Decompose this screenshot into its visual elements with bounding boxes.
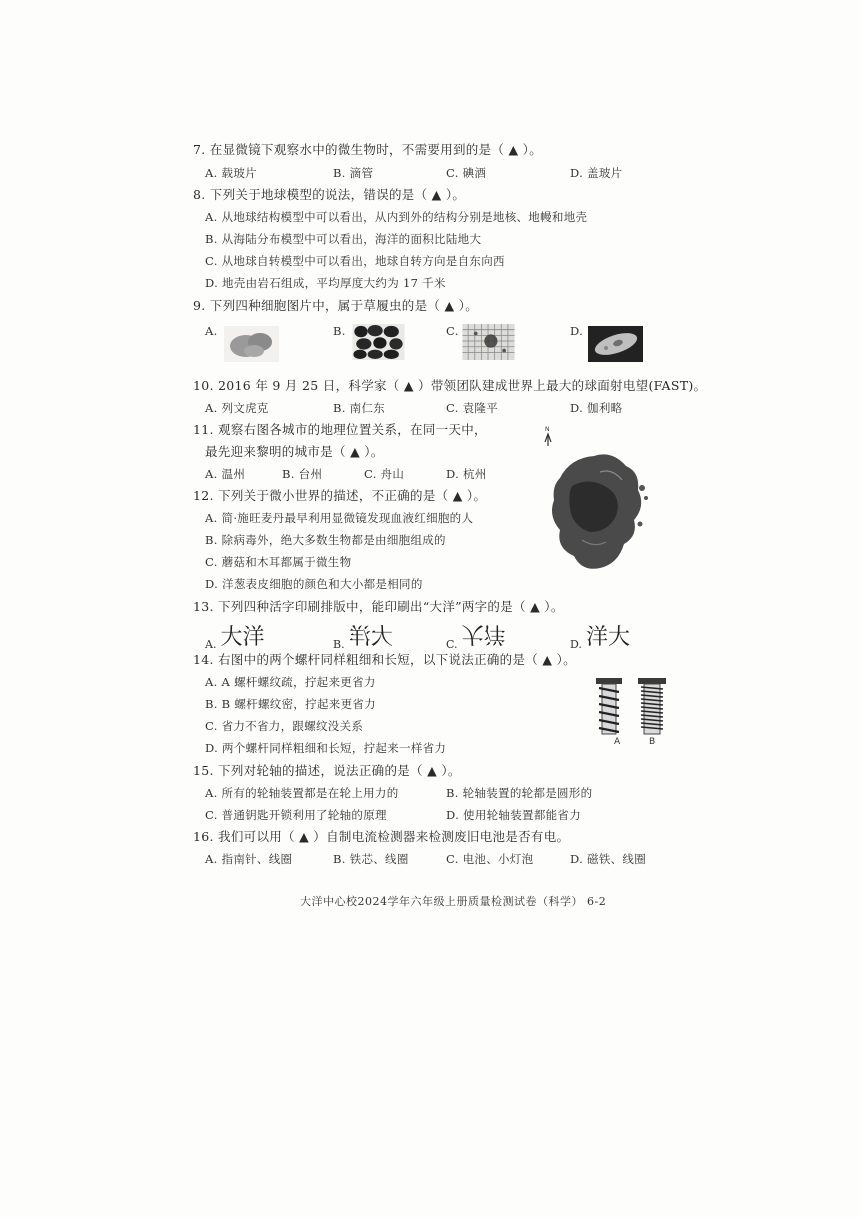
q8-stem: 8. 下列关于地球模型的说法，错误的是（ ▲ ）。 bbox=[193, 187, 466, 202]
q9-option-c: C. bbox=[446, 324, 459, 338]
q8-option-c: C. 从地球自转模型中可以看出，地球自转方向是自东向西 bbox=[205, 254, 505, 268]
q11-option-b: B. 台州 bbox=[282, 467, 323, 481]
q13-option-b-letter: B. bbox=[333, 638, 345, 651]
q13-option-c-letter: C. bbox=[446, 638, 458, 651]
q14-option-c: C. 省力不省力，跟螺纹没关系 bbox=[205, 719, 364, 733]
q15-option-c: C. 普通钥匙开锁利用了轮轴的原理 bbox=[205, 808, 387, 822]
q12-option-d: D. 洋葱表皮细胞的颜色和大小都是相同的 bbox=[205, 577, 423, 591]
cell-image-d bbox=[588, 326, 643, 362]
q9-stem: 9. 下列四种细胞图片中，属于草履虫的是（ ▲ ）。 bbox=[193, 298, 479, 313]
north-label: N bbox=[545, 426, 550, 433]
q15-option-b: B. 轮轴装置的轮都是圆形的 bbox=[446, 786, 593, 800]
q13-option-a-letter: A. bbox=[205, 638, 217, 651]
screw-drawing bbox=[592, 676, 674, 738]
q13-option-c-type: 大洋 bbox=[461, 621, 506, 646]
q16-stem: 16. 我们可以用（ ▲ ）自制电流检测器来检测废旧电池是否有电。 bbox=[193, 829, 570, 844]
cell-image-b bbox=[351, 324, 406, 360]
city-map-figure bbox=[542, 428, 652, 578]
q10-option-c: C. 袁隆平 bbox=[446, 401, 498, 415]
screw-label-a: A bbox=[614, 737, 621, 747]
screw-label-b: B bbox=[649, 737, 656, 747]
q13-option-d-type: 洋大 bbox=[585, 625, 630, 650]
q9-option-a: A. bbox=[205, 324, 218, 338]
q9-option-d: D. bbox=[570, 324, 584, 338]
q13-option-b-type: 大洋 bbox=[348, 625, 393, 650]
q16-option-c: C. 电池、小灯泡 bbox=[446, 852, 534, 866]
q15-stem: 15. 下列对轮轴的描述，说法正确的是（ ▲ ）。 bbox=[193, 763, 461, 778]
q13-option-d-letter: D. bbox=[570, 638, 582, 651]
q7-option-a: A. 载玻片 bbox=[205, 166, 257, 180]
q11-stem-line1: 11. 观察右图各城市的地理位置关系，在同一天中， bbox=[193, 422, 487, 437]
cell-image-a bbox=[224, 326, 279, 362]
q13-stem: 13. 下列四种活字印刷排版中，能印刷出“大洋”两字的是（ ▲ ）。 bbox=[193, 599, 564, 614]
q13-option-d bbox=[570, 620, 630, 651]
q7-option-c: C. 碘酒 bbox=[446, 166, 487, 180]
q16-option-d: D. 磁铁、线圈 bbox=[570, 852, 647, 866]
q12-option-a: A. 简·施旺麦丹最早利用显微镜发现血液红细胞的人 bbox=[205, 511, 474, 525]
q14-stem: 14. 右图中的两个螺杆同样粗细和长短，以下说法正确的是（ ▲ ）。 bbox=[193, 652, 576, 667]
page-footer: 大洋中心校2024学年六年级上册质量检测试卷（科学） 6-2 bbox=[300, 895, 607, 908]
q15-option-d: D. 使用轮轴装置都能省力 bbox=[446, 808, 582, 822]
q12-option-c: C. 蘑菇和木耳都属于微生物 bbox=[205, 555, 352, 569]
q14-option-d: D. 两个螺杆同样粗细和长短，拧起来一样省力 bbox=[205, 741, 447, 755]
q11-option-d: D. 杭州 bbox=[446, 467, 487, 481]
q11-option-a: A. 温州 bbox=[205, 467, 246, 481]
q16-option-a: A. 指南针、线圈 bbox=[205, 852, 293, 866]
zhejiang-map bbox=[542, 428, 652, 578]
q10-option-b: B. 南仁东 bbox=[333, 401, 386, 415]
q9-option-b: B. bbox=[333, 324, 346, 338]
q12-option-b: B. 除病毒外，绝大多数生物都是由细胞组成的 bbox=[205, 533, 446, 547]
q8-option-b: B. 从海陆分布模型中可以看出，海洋的面积比陆地大 bbox=[205, 232, 482, 246]
q8-option-a: A. 从地球结构模型中可以看出，从内到外的结构分别是地核、地幔和地壳 bbox=[205, 210, 588, 224]
q14-option-a: A. A 螺杆螺纹疏，拧起来更省力 bbox=[205, 675, 376, 689]
q13-option-a bbox=[205, 620, 264, 651]
q8-option-d: D. 地壳由岩石组成，平均厚度大约为 17 千米 bbox=[205, 276, 446, 290]
q7-option-b: B. 滴管 bbox=[333, 166, 374, 180]
q7-option-d: D. 盖玻片 bbox=[570, 166, 623, 180]
q10-option-a: A. 列文虎克 bbox=[205, 401, 269, 415]
q10-stem: 10. 2016 年 9 月 25 日，科学家（ ▲ ）带领团队建成世界上最大的球面射电望(FAST)。 bbox=[193, 378, 707, 393]
q16-option-b: B. 铁芯、线圈 bbox=[333, 852, 409, 866]
q11-stem-line2: 最先迎来黎明的城市是（ ▲ ）。 bbox=[205, 444, 384, 459]
q15-option-a: A. 所有的轮轴装置都是在轮上用力的 bbox=[205, 786, 399, 800]
q13-option-b bbox=[333, 620, 393, 651]
cell-image-c bbox=[461, 324, 516, 360]
screw-figure bbox=[592, 676, 674, 750]
q13-option-a-type: 大洋 bbox=[220, 625, 265, 650]
q13-option-c bbox=[446, 620, 506, 651]
q12-stem: 12. 下列关于微小世界的描述，不正确的是（ ▲ ）。 bbox=[193, 488, 487, 503]
q10-option-d: D. 伽利略 bbox=[570, 401, 623, 415]
q14-option-b: B. B 螺杆螺纹密，拧起来更省力 bbox=[205, 697, 376, 711]
q7-stem: 7. 在显微镜下观察水中的微生物时，不需要用到的是（ ▲ ）。 bbox=[193, 142, 543, 157]
q11-option-c: C. 舟山 bbox=[364, 467, 405, 481]
